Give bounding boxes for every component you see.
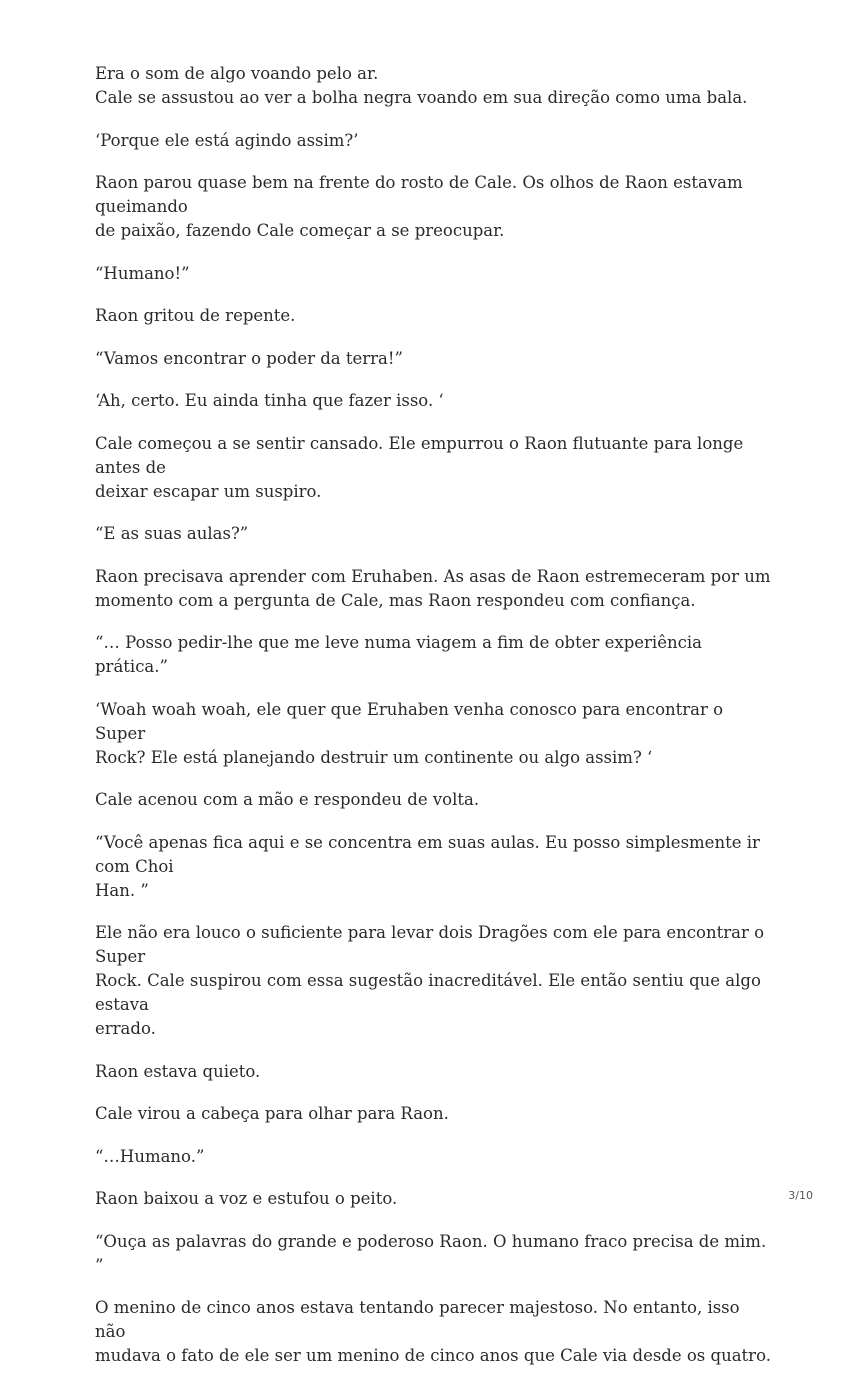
paragraph: Ele não era louco o suficiente para levar dois Dragões com ele para encontrar o Super Rock. Cale suspirou com essa sugestão inacreditável. Ele então sentiu que algo estava errado. bbox=[95, 923, 765, 1038]
paragraph: “…Humano.” bbox=[95, 1146, 205, 1166]
paragraph: Cale acenou com a mão e respondeu de volta. bbox=[95, 790, 480, 809]
page-number: 3/10 bbox=[788, 1189, 813, 1202]
paragraph: “Você apenas fica aqui e se concentra em suas aulas. Eu posso simplesmente ir com Choi Han. ” bbox=[95, 832, 760, 900]
document-body bbox=[95, 62, 775, 1387]
paragraph: “Humano!” bbox=[95, 263, 190, 283]
paragraph: “Ouça as palavras do grande e poderoso Raon. O humano fraco precisa de mim. ” bbox=[95, 1231, 767, 1275]
paragraph: ‘Porque ele está agindo assim?’ bbox=[95, 130, 359, 150]
paragraph: Era o som de algo voando pelo ar. Cale se assustou ao ver a bolha negra voando em sua direção como uma bala. bbox=[95, 64, 748, 107]
paragraph: O menino de cinco anos estava tentando parecer majestoso. No entanto, isso não mudava o fato de ele ser um menino de cinco anos que Cale via desde os quatro. bbox=[95, 1298, 771, 1365]
paragraph: Raon parou quase bem na frente do rosto de Cale. Os olhos de Raon estavam queimando de paixão, fazendo Cale começar a se preocupar. bbox=[95, 173, 743, 240]
paragraph: “E as suas aulas?” bbox=[95, 524, 249, 543]
paragraph: Cale virou a cabeça para olhar para Raon. bbox=[95, 1104, 449, 1123]
paragraph: Cale começou a se sentir cansado. Ele empurrou o Raon flutuante para longe antes de deixar escapar um suspiro. bbox=[95, 433, 744, 501]
paragraph: ‘Ah, certo. Eu ainda tinha que fazer isso. ‘ bbox=[95, 391, 444, 410]
paragraph: Raon baixou a voz e estufou o peito. bbox=[95, 1189, 398, 1208]
paragraph: ‘Woah woah woah, ele quer que Eruhaben venha conosco para encontrar o Super Rock? Ele está planejando destruir um continente ou algo assim? ‘ bbox=[95, 699, 724, 767]
paragraph: “Vamos encontrar o poder da terra!” bbox=[95, 348, 403, 368]
paragraph: Raon gritou de repente. bbox=[95, 306, 296, 325]
paragraph: Raon estava quieto. bbox=[95, 1061, 261, 1081]
paragraph: Raon precisava aprender com Eruhaben. As asas de Raon estremeceram por um momento com a pergunta de Cale, mas Raon respondeu com confiança. bbox=[95, 566, 771, 610]
paragraph: “… Posso pedir-lhe que me leve numa viagem a fim de obter experiência prática.” bbox=[95, 633, 702, 676]
